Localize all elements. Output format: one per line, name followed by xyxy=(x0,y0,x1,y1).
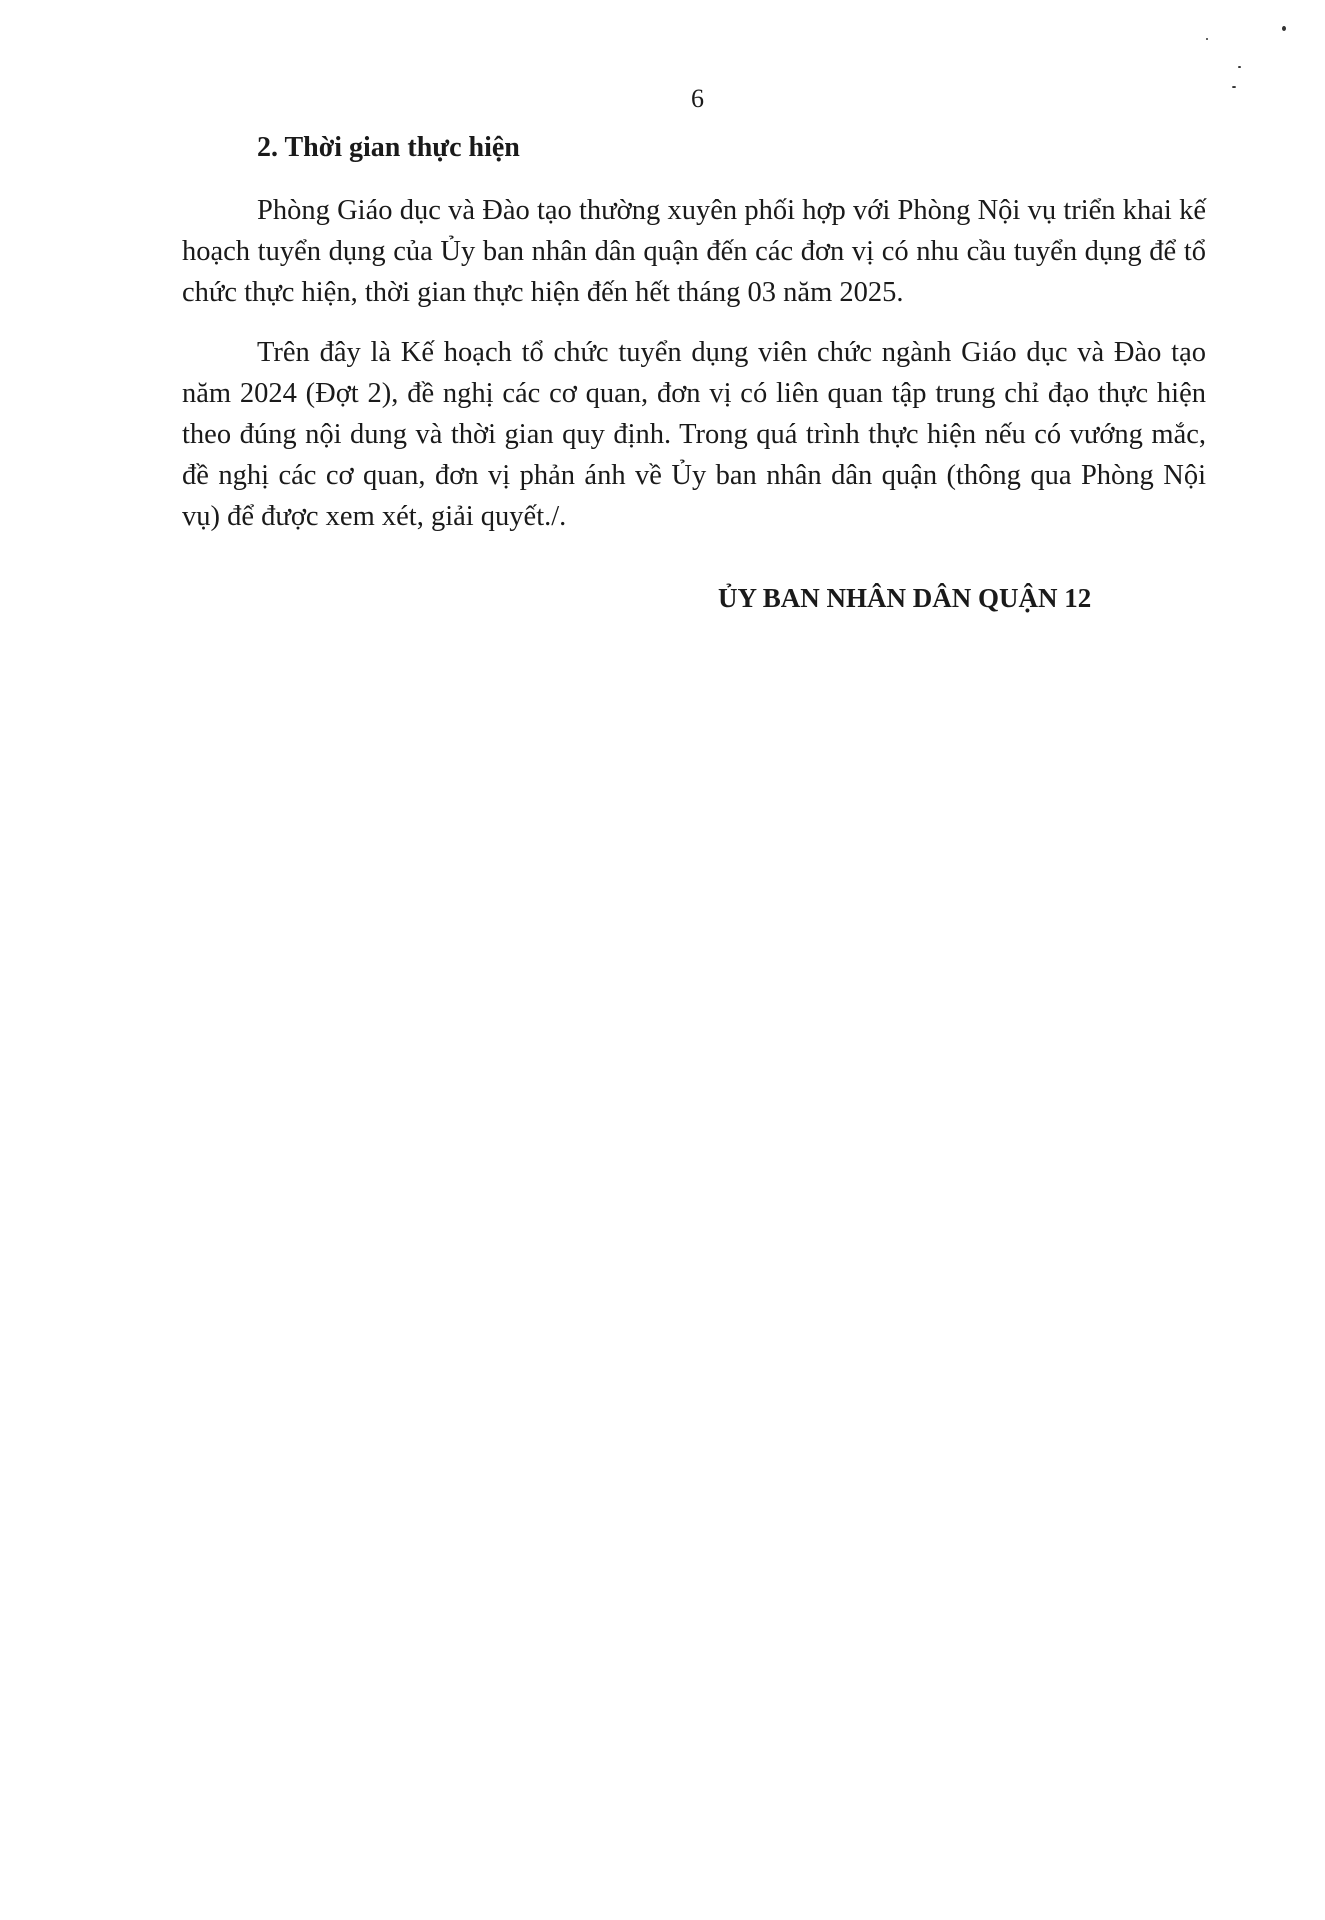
signature-authority: ỦY BAN NHÂN DÂN QUẬN 12 xyxy=(718,583,1092,613)
page-number: 6 xyxy=(691,84,704,113)
paragraph-implementation-time: Phòng Giáo dục và Đào tạo thường xuyên phối hợp với Phòng Nội vụ triển khai kế hoạch tuyển dụng của Ủy ban nhân dân quận đến các đơn vị có nhu cầu tuyển dụng để tổ chức thực hiện, thời gian thực hiện đến hết tháng 03 năm 2025. xyxy=(182,195,1206,308)
scan-speck xyxy=(1238,66,1241,68)
scan-speck xyxy=(1206,38,1208,40)
section-heading: 2. Thời gian thực hiện xyxy=(257,132,520,163)
scan-speck xyxy=(1282,26,1286,31)
paragraph-closing: Trên đây là Kế hoạch tổ chức tuyển dụng viên chức ngành Giáo dục và Đào tạo năm 2024 (Đợt 2), đề nghị các cơ quan, đơn vị có liên quan tập trung chỉ đạo thực hiện theo đúng nội dung và thời gian quy định. Trong quá trình thực hiện nếu có vướng mắc, đề nghị các cơ quan, đơn vị phản ánh về Ủy ban nhân dân quận (thông qua Phòng Nội vụ) để được xem xét, giải quyết./. xyxy=(182,337,1206,532)
scan-speck xyxy=(1232,86,1236,88)
